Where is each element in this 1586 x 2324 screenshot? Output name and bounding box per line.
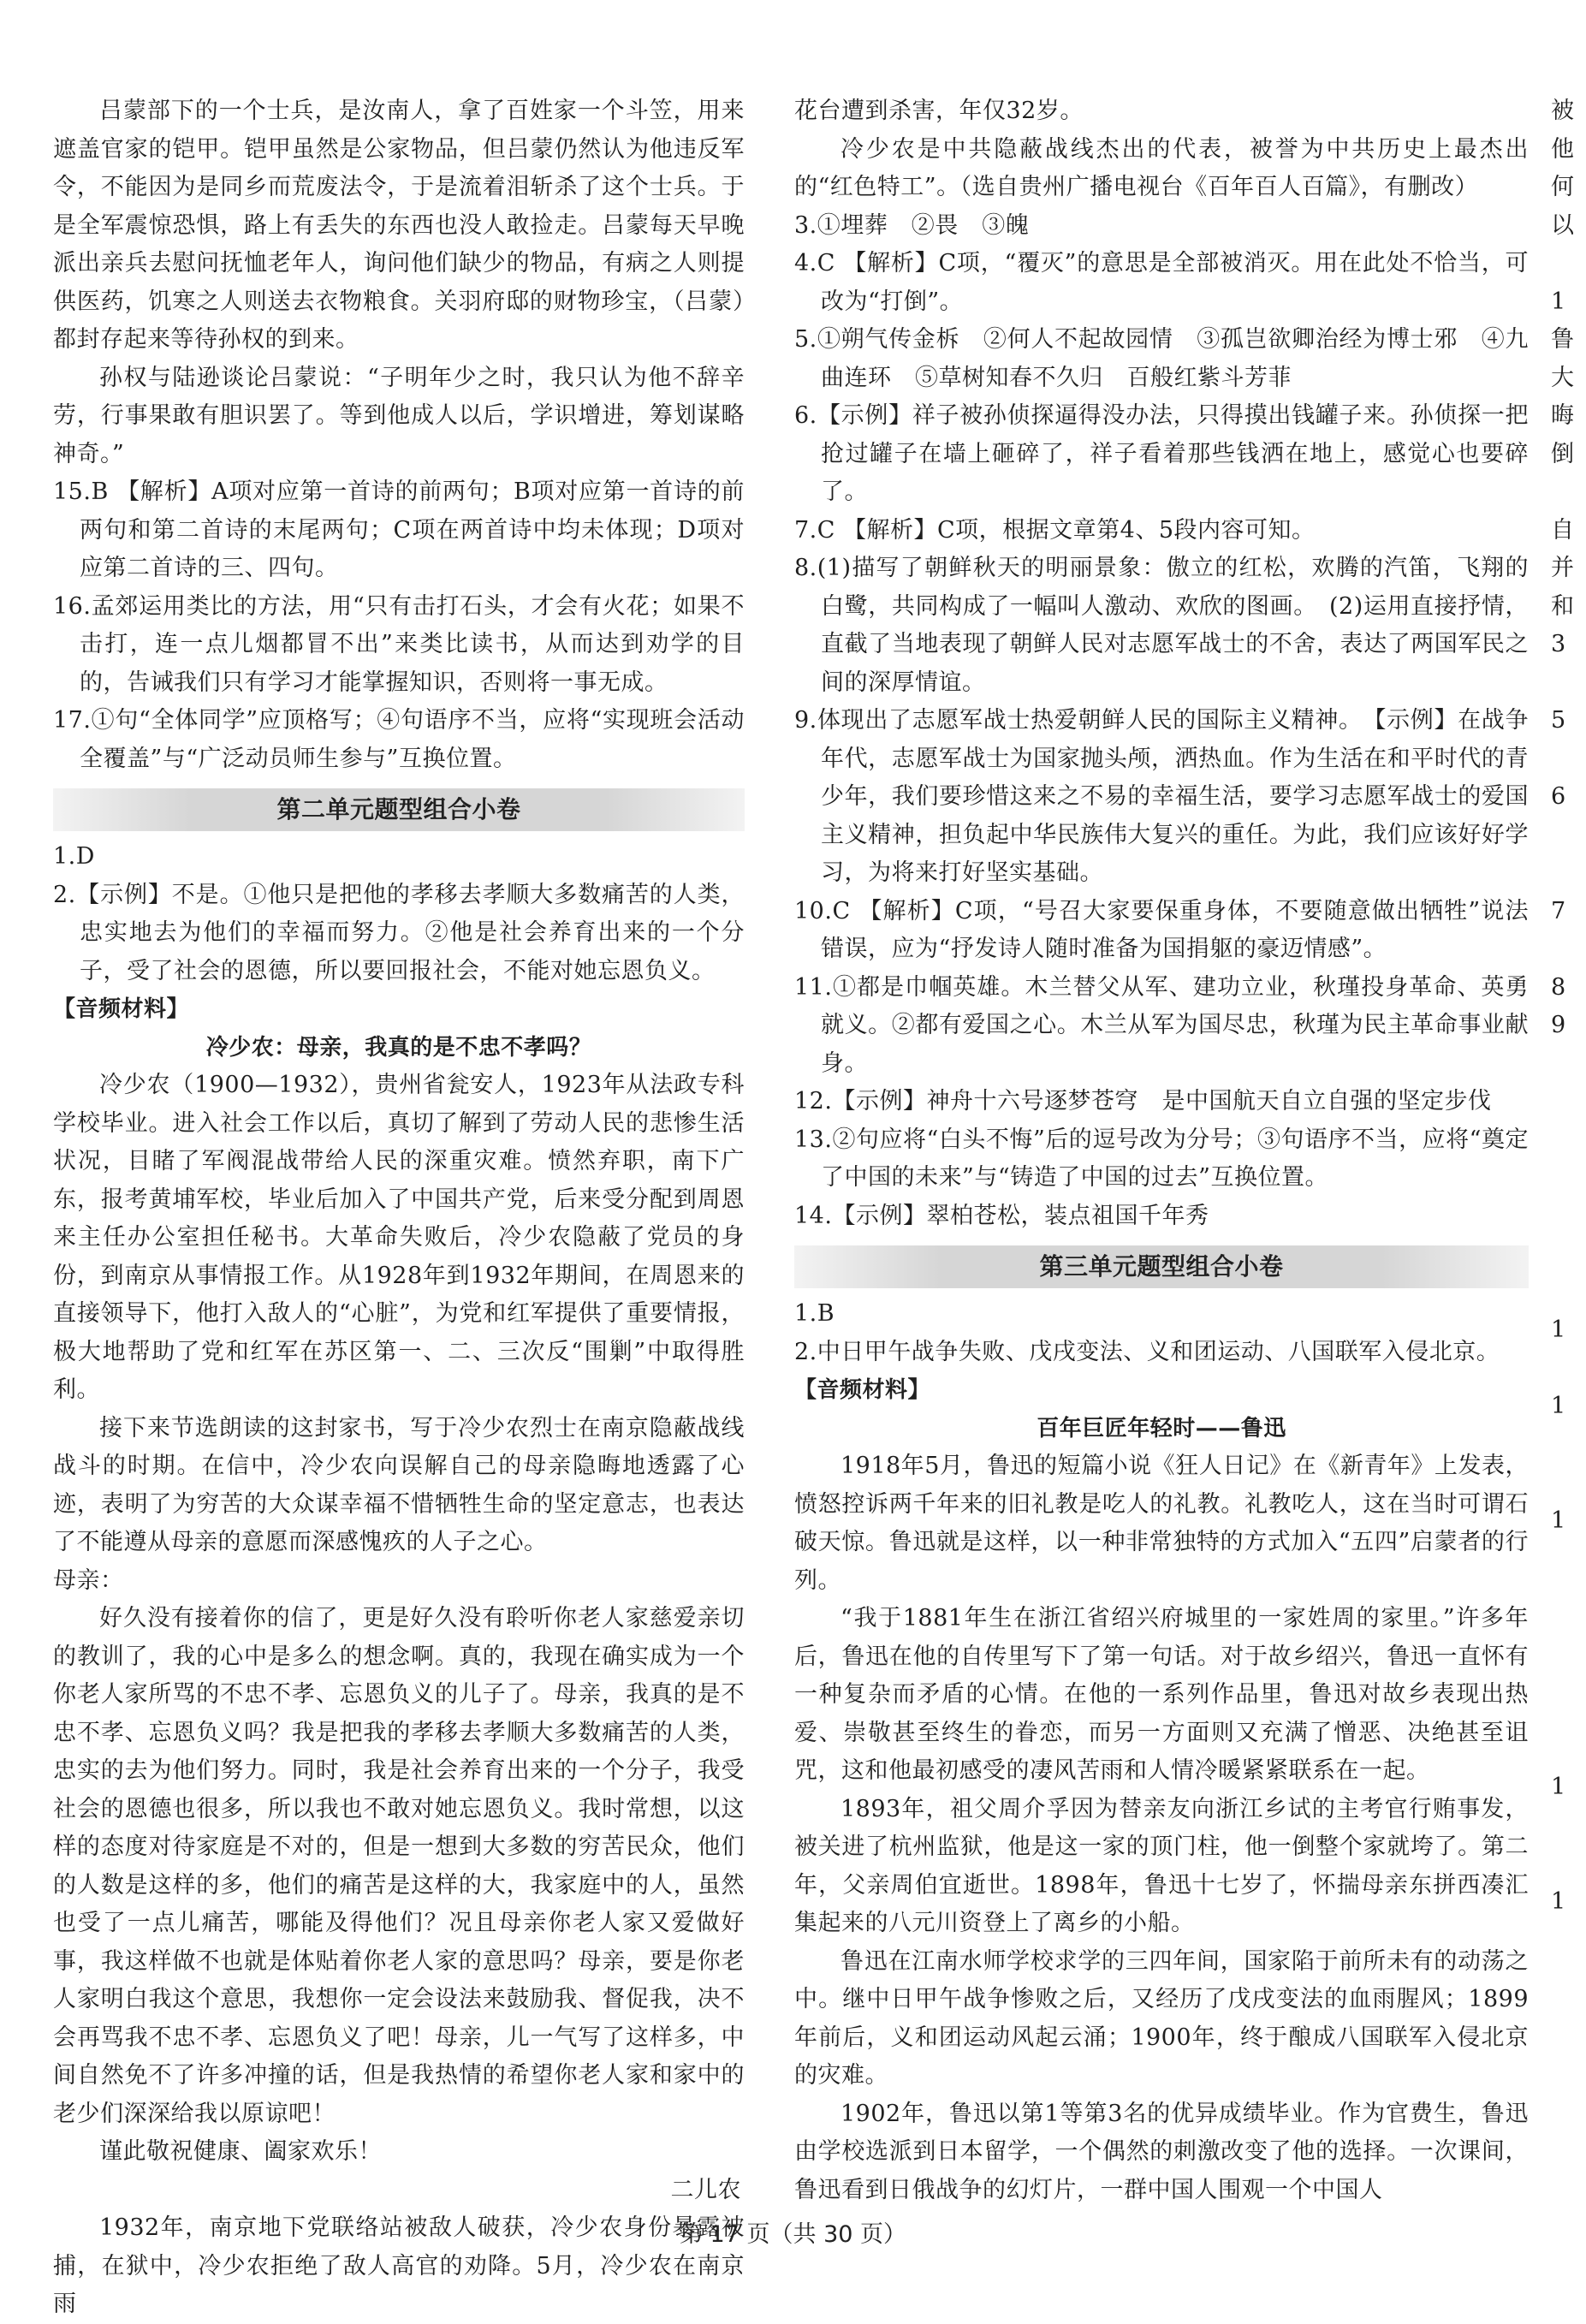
middle-paragraph: 鲁迅在江南水师学校求学的三四年间，国家陷于前所未有的动荡之中。继中日甲午战争惨败之后，又经历了戊戌变法的血雨腥风；1899年前后，义和团运动风起云涌；1900年，终于酿成八国联军入侵北京的灾难。 xyxy=(794,1947,1529,2089)
right-fragment-line xyxy=(1551,1159,1586,1198)
middle-paragraph: 11.①都是巾帼英雄。木兰替父从军、建功立业，秋瑾投身革命、英勇就义。②都有爱国之心。木兰从军为国尽忠，秋瑾为民主革命事业献身。 xyxy=(794,973,1529,1077)
right-fragment-line: 被 xyxy=(1551,98,1575,124)
right-fragment-line: 何 xyxy=(1551,174,1575,200)
left-paragraph: 2.【示例】不是。①他只是把他的孝移去孝顺大多数痛苦的人类，忠实地去为他们的幸福而努力。②他是社会养育出来的一个分子，受了社会的恩德，所以要回报社会，不能对她忘恩负义。 xyxy=(53,881,745,984)
left-paragraph: 1932年，南京地下党联络站被敌人破获，冷少农身份暴露被捕，在狱中，冷少农拒绝了敌人高官的劝降。5月，冷少农在南京雨 xyxy=(53,2214,745,2317)
page-footer: 第 17 页（共 30 页） xyxy=(679,2221,907,2248)
left-paragraph: 【音频材料】 xyxy=(53,996,190,1022)
middle-paragraph: “我于1881年生在浙江省绍兴府城里的一家姓周的家里。”许多年后，鲁迅在他的自传里写下了第一句话。对于故乡绍兴，鲁迅一直怀有一种复杂而矛盾的心情。在他的一系列作品里，鲁迅对故乡表现出热爱、崇敬甚至终生的眷恋，而另一方面则又充满了憎恶、决绝甚至诅咒，这和他最初感受的凄风苦雨和人情冷暖紧紧联系在一起。 xyxy=(794,1605,1529,1784)
middle-paragraph: 9.体现出了志愿军战士热爱朝鲜人民的国际主义精神。 【示例】在战争年代，志愿军战士为国家抛头颅，洒热血。作为生活在和平时代的青少年，我们要珍惜这来之不易的幸福生活，要学习志愿军战士的爱国主义精神，担负起中华民族伟大复兴的重任。为此，我们应该好好学习，为将来打好坚实基础。 xyxy=(794,707,1529,886)
left-paragraph: 吕蒙部下的一个士兵，是汝南人，拿了百姓家一个斗笠，用来遮盖官家的铠甲。铠甲虽然是公家物品，但吕蒙仍然认为他违反军令，不能因为是同乡而荒废法令，于是流着泪斩杀了这个士兵。于是全军震惊恐惧，路上有丢失的东西也没人敢捡走。吕蒙每天早晚派出亲兵去慰问抚恤老年人，询问他们缺少的物品，有病之人则提供医药，饥寒之人则送去衣物粮食。关羽府邸的财物珍宝，（吕蒙）都封存起来等待孙权的到来。 xyxy=(53,98,745,353)
left-paragraph: 冷少农（1900—1932），贵州省瓮安人，1923年从法政专科学校毕业。进入社会工作以后，真切了解到了劳动人民的悲惨生活状况，目睹了军阀混战带给人民的深重灾难。愤然弃职，南下广东，报考黄埔军校，毕业后加入了中国共产党，后来受分配到周恩来主任办公室担任秘书。大革命失败后，冷少农隐蔽了党员的身份，到南京从事情报工作。从1928年到1932年期间，在周恩来的直接领导下，他打入敌人的“心脏”，为党和红军提供了重要情报，极大地帮助了党和红军在苏区第一、二、三次反“围剿”中取得胜利。 xyxy=(53,1072,745,1403)
right-fragment-line xyxy=(1551,854,1586,893)
right-fragment-line xyxy=(1551,1959,1586,1998)
right-fragment-line: 1 xyxy=(1551,1507,1566,1534)
middle-paragraph: 6.【示例】祥子被孙侦探逼得没办法，只得摸出钱罐子来。孙侦探一把抢过罐子在墙上砸碎了，祥子看着那些钱洒在地上，感觉心也要碎了。 xyxy=(794,402,1529,505)
right-fragment-line: 7 xyxy=(1551,897,1566,924)
right-fragment-line: 1 xyxy=(1551,1393,1566,1419)
middle-paragraph: 1.B xyxy=(794,1300,835,1327)
middle-paragraph: 5.①朔气传金柝 ②何人不起故园情 ③孤岂欲卿治经为博士邪 ④九曲连环 ⑤草树知春不久归 百般红紫斗芳菲 xyxy=(794,326,1529,391)
right-fragment-line xyxy=(1551,817,1586,855)
right-fragment-line: 3 xyxy=(1551,631,1566,657)
middle-paragraph: 3.①埋葬 ②畏 ③魄 xyxy=(794,211,1030,239)
left-paragraph: 接下来节选朗读的这封家书，写于冷少农烈士在南京隐蔽战线战斗的时期。在信中，冷少农向误解自己的母亲隐晦地透露了心迹，表明了为穷苦的大众谋幸福不惜牺牲生命的坚定意志，也表达了不能遵从母亲的意愿而深感愧疚的人子之心。 xyxy=(53,1414,745,1555)
left-paragraph: 谨此敬祝健康、阖家欢乐！ xyxy=(99,2138,382,2165)
left-paragraph: 孙权与陆逊谈论吕蒙说：“子明年少之时，我只认为他不辞辛劳，行事果敢有胆识罢了。等到他成人以后，学识增进，筹划谋略神奇。” xyxy=(53,364,745,467)
right-column-fragment xyxy=(1551,92,1586,1997)
right-fragment-line xyxy=(1551,1045,1586,1084)
right-fragment-line xyxy=(1551,473,1586,512)
middle-paragraph: 14.【示例】翠柏苍松，装点祖国千年秀 xyxy=(794,1202,1209,1229)
right-fragment-line xyxy=(1551,1083,1586,1121)
left-paragraph: 1.D xyxy=(53,843,95,870)
left-paragraph: 15.B 【解析】A项对应第一首诗的前两句；B项对应第一首诗的前两句和第二首诗的末尾两句；C项在两首诗中均未体现；D项对应第二首诗的三、四句。 xyxy=(53,478,745,581)
right-fragment-line: 并 xyxy=(1551,555,1575,581)
right-fragment-line xyxy=(1551,1807,1586,1846)
right-fragment-line: 以 xyxy=(1551,211,1575,239)
middle-paragraph: 冷少农是中共隐蔽战线杰出的代表，被誉为中共历史上最杰出的“红色特工”。（选自贵州广播电视台《百年百人百篇》，有删改） xyxy=(794,135,1529,200)
right-fragment-line: 鲁 xyxy=(1551,326,1575,353)
middle-paragraph: 8.(1)描写了朝鲜秋天的明丽景象：傲立的红松，欢腾的汽笛，飞翔的白鹭，共同构成了一幅叫人激动、欢欣的图画。 (2)运用直接抒情，直截了当地表现了朝鲜人民对志愿军战士的不舍，表达了两国军民之间的深厚情谊。 xyxy=(794,555,1529,696)
middle-column xyxy=(794,92,1529,2209)
right-fragment-line xyxy=(1551,1464,1586,1502)
right-fragment-line: 9 xyxy=(1551,1012,1566,1038)
material-title: 百年巨匠年轻时——鲁迅 xyxy=(1037,1415,1286,1441)
left-paragraph: 17.①句“全体同学”应顶格写；④句语序不当，应将“实现班会活动全覆盖”与“广泛动员师生参与”互换位置。 xyxy=(53,707,745,772)
left-paragraph: 二儿农 xyxy=(670,2176,741,2203)
material-title: 冷少农：母亲，我真的是不忠不孝吗？ xyxy=(205,1034,592,1061)
right-fragment-line: 1 xyxy=(1551,1317,1566,1343)
middle-paragraph: 10.C 【解析】C项，“号召大家要保重身体，不要随意做出牺牲”说法错误，应为“抒发诗人随时准备为国捐躯的豪迈情感”。 xyxy=(794,897,1529,962)
right-fragment-line xyxy=(1551,1578,1586,1617)
right-fragment-line: 6 xyxy=(1551,783,1566,810)
right-fragment-line: 大 xyxy=(1551,364,1575,391)
right-fragment-line: 他 xyxy=(1551,135,1575,163)
right-fragment-line: 5 xyxy=(1551,707,1566,734)
right-fragment-line: 晦 xyxy=(1551,402,1575,429)
section-title: 第二单元题型组合小卷 xyxy=(53,788,745,831)
right-fragment-line xyxy=(1551,930,1586,969)
right-fragment-line xyxy=(1551,1350,1586,1388)
right-fragment-line: 1 xyxy=(1551,1887,1566,1915)
section-title: 第三单元题型组合小卷 xyxy=(794,1245,1529,1288)
right-fragment-line: 8 xyxy=(1551,973,1566,1001)
middle-paragraph: 1902年，鲁迅以第1等第3名的优异成绩毕业。作为官费生，鲁迅由学校选派到日本留学，一个偶然的刺激改变了他的选择。一次课间，鲁迅看到日俄战争的幻灯片，一群中国人围观一个中国人 xyxy=(794,2100,1529,2203)
middle-paragraph: 1918年5月，鲁迅的短篇小说《狂人日记》在《新青年》上发表，愤怒控诉两千年来的旧礼教是吃人的礼教。礼教吃人，这在当时可谓石破天惊。鲁迅就是这样，以一种非常独特的方式加入“五四”启蒙者的行列。 xyxy=(794,1453,1529,1594)
right-fragment-line xyxy=(1551,1198,1586,1236)
right-fragment-line: 倒 xyxy=(1551,440,1575,467)
middle-paragraph: 2.中日甲午战争失败、戊戌变法、义和团运动、八国联军入侵北京。 xyxy=(794,1338,1500,1365)
right-fragment-line xyxy=(1551,740,1586,779)
middle-paragraph: 13.②句应将“白头不悔”后的逗号改为分号；③句语序不当，应将“奠定了中国的未来”与“铸造了中国的过去”互换位置。 xyxy=(794,1126,1529,1191)
right-fragment-line xyxy=(1551,245,1586,283)
right-fragment-line xyxy=(1551,1845,1586,1883)
left-column xyxy=(53,92,745,2324)
right-fragment-line: 自 xyxy=(1551,516,1575,544)
right-fragment-line: 1 xyxy=(1551,1774,1566,1800)
right-fragment-line xyxy=(1551,1655,1586,1693)
right-fragment-line xyxy=(1551,1274,1586,1312)
right-fragment-line xyxy=(1551,1692,1586,1731)
right-fragment-line xyxy=(1551,1121,1586,1160)
right-fragment-line xyxy=(1551,1731,1586,1769)
right-fragment-line xyxy=(1551,664,1586,703)
middle-paragraph: 【音频材料】 xyxy=(794,1377,931,1403)
middle-paragraph: 花台遭到杀害，年仅32岁。 xyxy=(794,98,1084,124)
middle-paragraph: 7.C 【解析】C项，根据文章第4、5段内容可知。 xyxy=(794,516,1316,544)
right-fragment-line xyxy=(1551,1426,1586,1465)
right-fragment-line: 1 xyxy=(1551,288,1566,315)
left-paragraph: 16.孟郊运用类比的方法，用“只有击打石头，才会有火花；如果不击打，连一点儿烟都冒不出”来类比读书，从而达到劝学的目的，告诫我们只有学习才能掌握知识，否则将一事无成。 xyxy=(53,592,745,696)
right-fragment-line xyxy=(1551,1540,1586,1578)
left-paragraph: 母亲： xyxy=(53,1566,124,1594)
right-fragment-line xyxy=(1551,1616,1586,1655)
middle-paragraph: 4.C 【解析】C项，“覆灭”的意思是全部被消灭。用在此处不恰当，可改为“打倒”。 xyxy=(794,250,1529,315)
left-paragraph: 好久没有接着你的信了，更是好久没有聆听你老人家慈爱亲切的教训了，我的心中是多么的想念啊。真的，我现在确实成为一个你老人家所骂的不忠不孝、忘恩负义的儿子了。母亲，我真的是不忠不孝、忘恩负义吗？我是把我的孝移去孝顺大多数痛苦的人类，忠实的去为他们努力。同时，我是社会养育出来的一个分子，我受社会的恩德也很多，所以我也不敢对她忘恩负义。我时常想，以这样的态度对待家庭是不对的，但是一想到大多数的穷苦民众，他们的人数是这样的多，他们的痛苦是这样的大，我家庭中的人，虽然也受了一点儿痛苦，哪能及得他们？况且母亲你老人家又爱做好事，我这样做不也就是体贴着你老人家的意思吗？母亲，要是你老人家明白我这个意思，我想你一定会设法来鼓励我、督促我，决不会再骂我不忠不孝、忘恩负义了吧！母亲，儿一气写了这样多，中间自然免不了许多冲撞的话，但是我热情的希望你老人家和家中的老少们深深给我以原谅吧！ xyxy=(53,1605,745,2127)
middle-paragraph: 12.【示例】神舟十六号逐梦苍穹 是中国航天自立自强的坚定步伐 xyxy=(794,1088,1492,1114)
middle-paragraph: 1893年，祖父周介孚因为替亲友向浙江乡试的主考官行贿事发，被关进了杭州监狱，他是这一家的顶门柱，他一倒整个家就垮了。第二年，父亲周伯宜逝世。1898年，鲁迅十七岁了，怀揣母亲东拼西凑汇集起来的八元川资登上了离乡的小船。 xyxy=(794,1795,1529,1936)
right-fragment-line: 和 xyxy=(1551,592,1575,620)
right-fragment-line xyxy=(1551,1921,1586,1959)
right-fragment-line xyxy=(1551,1235,1586,1274)
